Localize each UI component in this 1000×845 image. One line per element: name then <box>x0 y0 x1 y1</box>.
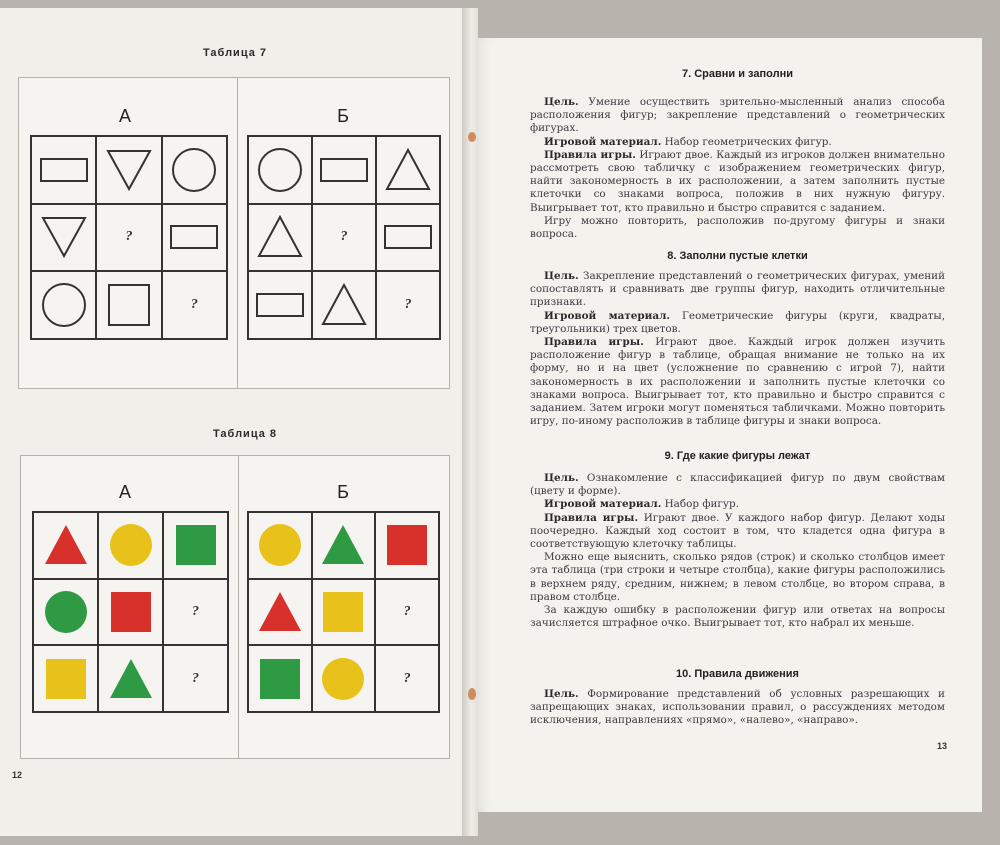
s9-goal-text: Ознакомление с классификацией фигур по двум свойствам (цвету и форме). <box>530 472 945 498</box>
square-icon <box>382 520 432 570</box>
s7-goal-label: Цель. <box>544 96 579 108</box>
s8-material-label: Игровой материал. <box>544 309 671 322</box>
rectangle-icon <box>319 145 369 195</box>
stain <box>468 688 476 700</box>
table7-title: Таблица 7 <box>202 47 268 59</box>
section7-body <box>530 96 945 241</box>
circle-icon <box>106 520 156 570</box>
s8-goal-text: Закрепление представлений о геометрических фигурах, умений сопоставлять и сравнивать две группы фигур, находить отличительные признаки. <box>530 270 945 309</box>
table8-b-cell-square <box>375 512 439 579</box>
rectangle-icon <box>383 212 433 262</box>
circle-icon <box>318 654 368 704</box>
s10-goal-label: Цель. <box>544 688 579 700</box>
triangle-down-icon <box>39 212 89 262</box>
circle-icon <box>39 280 89 330</box>
table7-b-cell-triangle-up <box>248 204 312 272</box>
rectangle-icon <box>169 212 219 262</box>
question-mark: ? <box>404 297 412 313</box>
triangle-icon <box>106 654 156 704</box>
triangle-down-icon <box>104 145 154 195</box>
s7-material-text: Набор геометрических фигур. <box>661 135 832 148</box>
triangle-icon <box>41 520 91 570</box>
table8-grid-b <box>247 511 440 713</box>
s9-material-text: Набор фигур. <box>661 498 739 511</box>
table7-a-cell-question <box>162 271 227 339</box>
table8-b-cell-square <box>248 645 312 712</box>
table7-b-cell-circle <box>248 136 312 204</box>
s7-material-label: Игровой материал. <box>544 135 662 148</box>
question-mark: ? <box>340 229 348 245</box>
table7-b-cell-question <box>376 271 440 339</box>
table8-a-cell-square <box>98 579 163 646</box>
table8-title: Таблица 8 <box>212 428 278 440</box>
table7-a-cell-triangle-down <box>96 136 161 204</box>
triangle-icon <box>318 520 368 570</box>
table8-a-cell-circle <box>98 512 163 579</box>
circle-icon <box>169 145 219 195</box>
page-number-right: 13 <box>937 741 948 751</box>
rectangle-icon <box>255 280 305 330</box>
table7-label-a: А <box>118 106 131 126</box>
table7-grid-b <box>247 135 441 340</box>
s7-rules-text: Играют двое. Каждый из игроков должен внимательно рассмотреть свою табличку с изображением геометрических фигур, найти закономерность в их расположении, а затем заполнить пустые клеточки со знаками вопроса, положив в них нужную фигуру. Выигрывает тот, кто правильно и быстро справится с заданием. <box>530 148 945 214</box>
table7-b-cell-rectangle <box>376 204 440 272</box>
table7-a-cell-circle <box>31 271 96 339</box>
rectangle-icon <box>39 145 89 195</box>
question-mark: ? <box>403 603 411 619</box>
table7-b-cell-rectangle <box>312 136 376 204</box>
table7-a-cell-rectangle <box>31 136 96 204</box>
s9-material-label: Игровой материал. <box>544 498 662 511</box>
question-mark: ? <box>403 670 411 686</box>
table7-grid-a <box>30 135 228 340</box>
table7-a-cell-question <box>96 204 161 272</box>
square-icon <box>41 654 91 704</box>
section10-body <box>530 688 945 728</box>
stain <box>468 132 476 142</box>
s7-rules-label: Правила игры. <box>544 148 636 161</box>
table7-b-cell-question <box>312 204 376 272</box>
table8-a-cell-triangle <box>33 512 98 579</box>
table7-a-cell-square <box>96 271 161 339</box>
s9-rules-text: Играют двое. У каждого набор фигур. Делают ходы поочередно. Каждый ход состоит в том, что кладется одна фигура в соответствующую клеточку таблицы. <box>530 511 945 551</box>
circle-icon <box>41 587 91 637</box>
s9-rules-label: Правила игры. <box>544 511 639 524</box>
section8-heading: 8. Заполни пустые клетки <box>667 250 808 262</box>
s9-goal-label: Цель. <box>544 472 579 484</box>
table7-a-cell-triangle-down <box>31 204 96 272</box>
square-icon <box>106 587 156 637</box>
question-mark: ? <box>190 297 198 313</box>
table8-b-cell-square <box>312 579 376 646</box>
table8-label-a: А <box>118 482 131 502</box>
table8-b-cell-circle <box>248 512 312 579</box>
triangle-up-icon <box>255 212 305 262</box>
circle-icon <box>255 145 305 195</box>
table8-b-cell-question <box>375 645 439 712</box>
table8-grid-a <box>32 511 229 713</box>
s8-rules-label: Правила игры. <box>544 336 644 349</box>
question-mark: ? <box>192 603 199 619</box>
table8-a-cell-square <box>163 512 228 579</box>
square-icon <box>171 520 221 570</box>
table7-a-cell-rectangle <box>162 204 227 272</box>
s8-material-text: Геометрические фигуры (круги, квадраты, треугольники) трех цветов. <box>530 309 945 335</box>
square-icon <box>104 280 154 330</box>
table8-b-cell-circle <box>312 645 376 712</box>
s9-penalty-text: За каждую ошибку в расположении фигур или ответах на вопросы зачисляется штрафное очко. Выигрывает тот, кто набрал их меньше. <box>530 604 945 630</box>
s9-extra-text: Можно еще выяснить, сколько рядов (строк) и сколько столбцов имеет эта таблица (три строки и четыре столбца), какие фигуры расположились в верхнем ряду, средним, нижнем; в левом столбце, во втором справа, в правом столбце. <box>530 551 945 603</box>
table8-b-cell-question <box>375 579 439 646</box>
table8-a-cell-question <box>163 645 228 712</box>
question-mark: ? <box>192 670 199 686</box>
circle-icon <box>255 520 305 570</box>
square-icon <box>255 654 305 704</box>
s8-goal-label: Цель. <box>544 270 579 282</box>
triangle-up-icon <box>383 145 433 195</box>
square-icon <box>318 587 368 637</box>
table8-a-cell-question <box>163 579 228 646</box>
question-mark: ? <box>125 229 133 245</box>
table7-a-cell-circle <box>162 136 227 204</box>
table7-b-cell-triangle-up <box>312 271 376 339</box>
section9-body <box>530 472 945 630</box>
table7-b-cell-triangle-up <box>376 136 440 204</box>
table8-a-cell-circle <box>33 579 98 646</box>
table8-b-cell-triangle <box>312 512 376 579</box>
page-number-left: 12 <box>12 770 23 780</box>
triangle-up-icon <box>319 280 369 330</box>
table8-label-b: Б <box>337 482 349 502</box>
s8-rules-text: Играют двое. Каждый игрок должен изучить расположение фигур в таблице, обращая внимание не только на их форму, но и на цвет (усложнение по сравнению с игрой 7), найти закономерность в их расположении и заполнить пустые клеточки со знаками вопроса. Выигрывает тот, кто правильно и быстро справится с заданием. Затем игроки могут поменяться табличками. Можно повторить игру, по-иному расположив в таблице фигуры и знаки вопроса. <box>530 336 945 428</box>
s10-goal-text: Формирование представлений об условных разрешающих и запрещающих знаках, использовании правил, о рассуждениях методом исключения, направлениях «прямо», «налево», «направо». <box>530 688 945 727</box>
table7-label-b: Б <box>337 106 349 126</box>
s7-goal-text: Умение осуществить зрительно-мысленный анализ способа расположения фигур; закрепление представлений о геометрических фигурах. <box>530 96 945 135</box>
table7-b-cell-rectangle <box>248 271 312 339</box>
section10-heading: 10. Правила движения <box>676 668 799 680</box>
table8-a-cell-square <box>33 645 98 712</box>
table8-b-cell-triangle <box>248 579 312 646</box>
triangle-icon <box>255 587 305 637</box>
section9-heading: 9. Где какие фигуры лежат <box>664 450 811 462</box>
section7-heading: 7. Сравни и заполни <box>682 68 793 80</box>
section8-body <box>530 270 945 428</box>
s7-repeat-text: Игру можно повторить, расположив по-другому фигуры и знаки вопроса. <box>530 214 945 241</box>
table8-a-cell-triangle <box>98 645 163 712</box>
